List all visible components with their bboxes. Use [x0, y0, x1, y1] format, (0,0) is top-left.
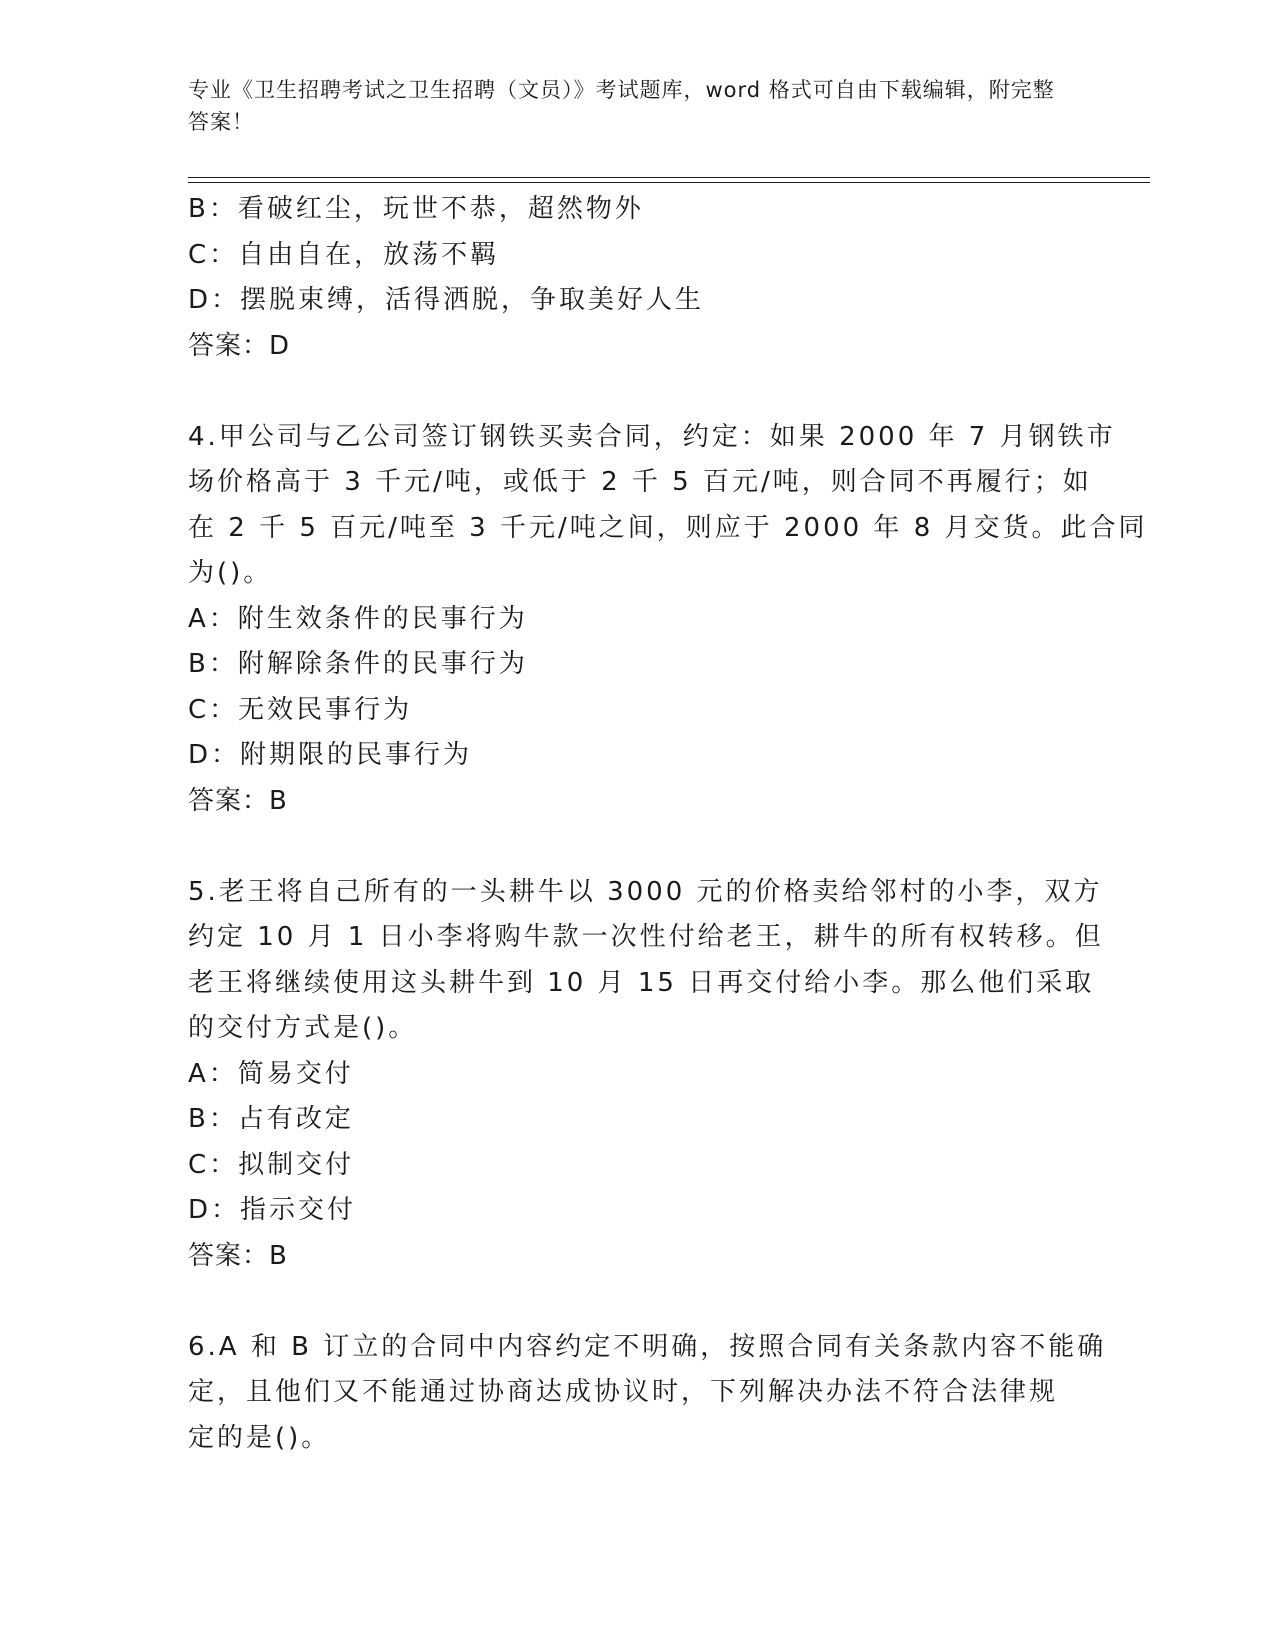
question-partial	[188, 187, 1088, 369]
question-stem-line: 约定 10 月 1 日小李将购牛款一次性付给老王，耕牛的所有权转移。但	[188, 922, 1104, 952]
question-5	[188, 870, 1104, 1280]
question-stem-line: 为()。	[188, 558, 273, 588]
question-stem-line: 定的是()。	[188, 1422, 331, 1453]
answer: 答案：B	[188, 1240, 288, 1271]
question-stem-line: 5.老王将自己所有的一头耕牛以 3000 元的价格卖给邻村的小李，双方	[188, 876, 1103, 907]
option-c: C：无效民事行为	[188, 694, 413, 725]
option-d: D：指示交付	[188, 1195, 357, 1225]
spacer	[188, 369, 1088, 415]
header-divider-bottom	[188, 182, 1150, 183]
question-4	[188, 415, 1148, 825]
option-b: B：占有改定	[188, 1104, 354, 1134]
spacer	[188, 824, 1088, 870]
question-stem-line: 4.甲公司与乙公司签订钢铁买卖合同，约定：如果 2000 年 7 月钢铁市	[188, 421, 1116, 452]
answer: 答案：D	[188, 330, 291, 361]
header-text: 专业《卫生招聘考试之卫生招聘（文员）》考试题库，word 格式可自由下载编辑，附完整答案！	[188, 78, 1055, 134]
option-c: C：自由自在，放荡不羁	[188, 239, 500, 270]
answer: 答案：B	[188, 785, 288, 816]
question-stem-line: 在 2 千 5 百元/吨至 3 千元/吨之间，则应于 2000 年 8 月交货。此合同	[188, 512, 1148, 543]
option-d: D：摆脱束缚，活得洒脱，争取美好人生	[188, 285, 705, 315]
question-6	[188, 1325, 1107, 1462]
option-a: A：简易交付	[188, 1058, 354, 1089]
question-stem-line: 定，且他们又不能通过协商达成协议时，下列解决办法不符合法律规	[188, 1377, 1059, 1407]
question-stem-line: 场价格高于 3 千元/吨，或低于 2 千 5 百元/吨，则合同不再履行；如	[188, 467, 1092, 497]
document-header	[188, 74, 1068, 138]
question-stem-line: 6.A 和 B 订立的合同中内容约定不明确，按照合同有关条款内容不能确	[188, 1331, 1107, 1362]
spacer	[188, 1279, 1088, 1325]
header-divider-top	[188, 177, 1150, 178]
option-c: C：拟制交付	[188, 1149, 355, 1180]
option-b: B：看破红尘，玩世不恭，超然物外	[188, 194, 644, 224]
option-a: A：附生效条件的民事行为	[188, 603, 528, 634]
question-list	[188, 187, 1148, 1461]
question-stem-line: 老王将继续使用这头耕牛到 10 月 15 日再交付给小李。那么他们采取	[188, 967, 1095, 998]
question-stem-line: 的交付方式是()。	[188, 1013, 418, 1043]
option-d: D：附期限的民事行为	[188, 740, 473, 770]
option-b: B：附解除条件的民事行为	[188, 649, 528, 679]
